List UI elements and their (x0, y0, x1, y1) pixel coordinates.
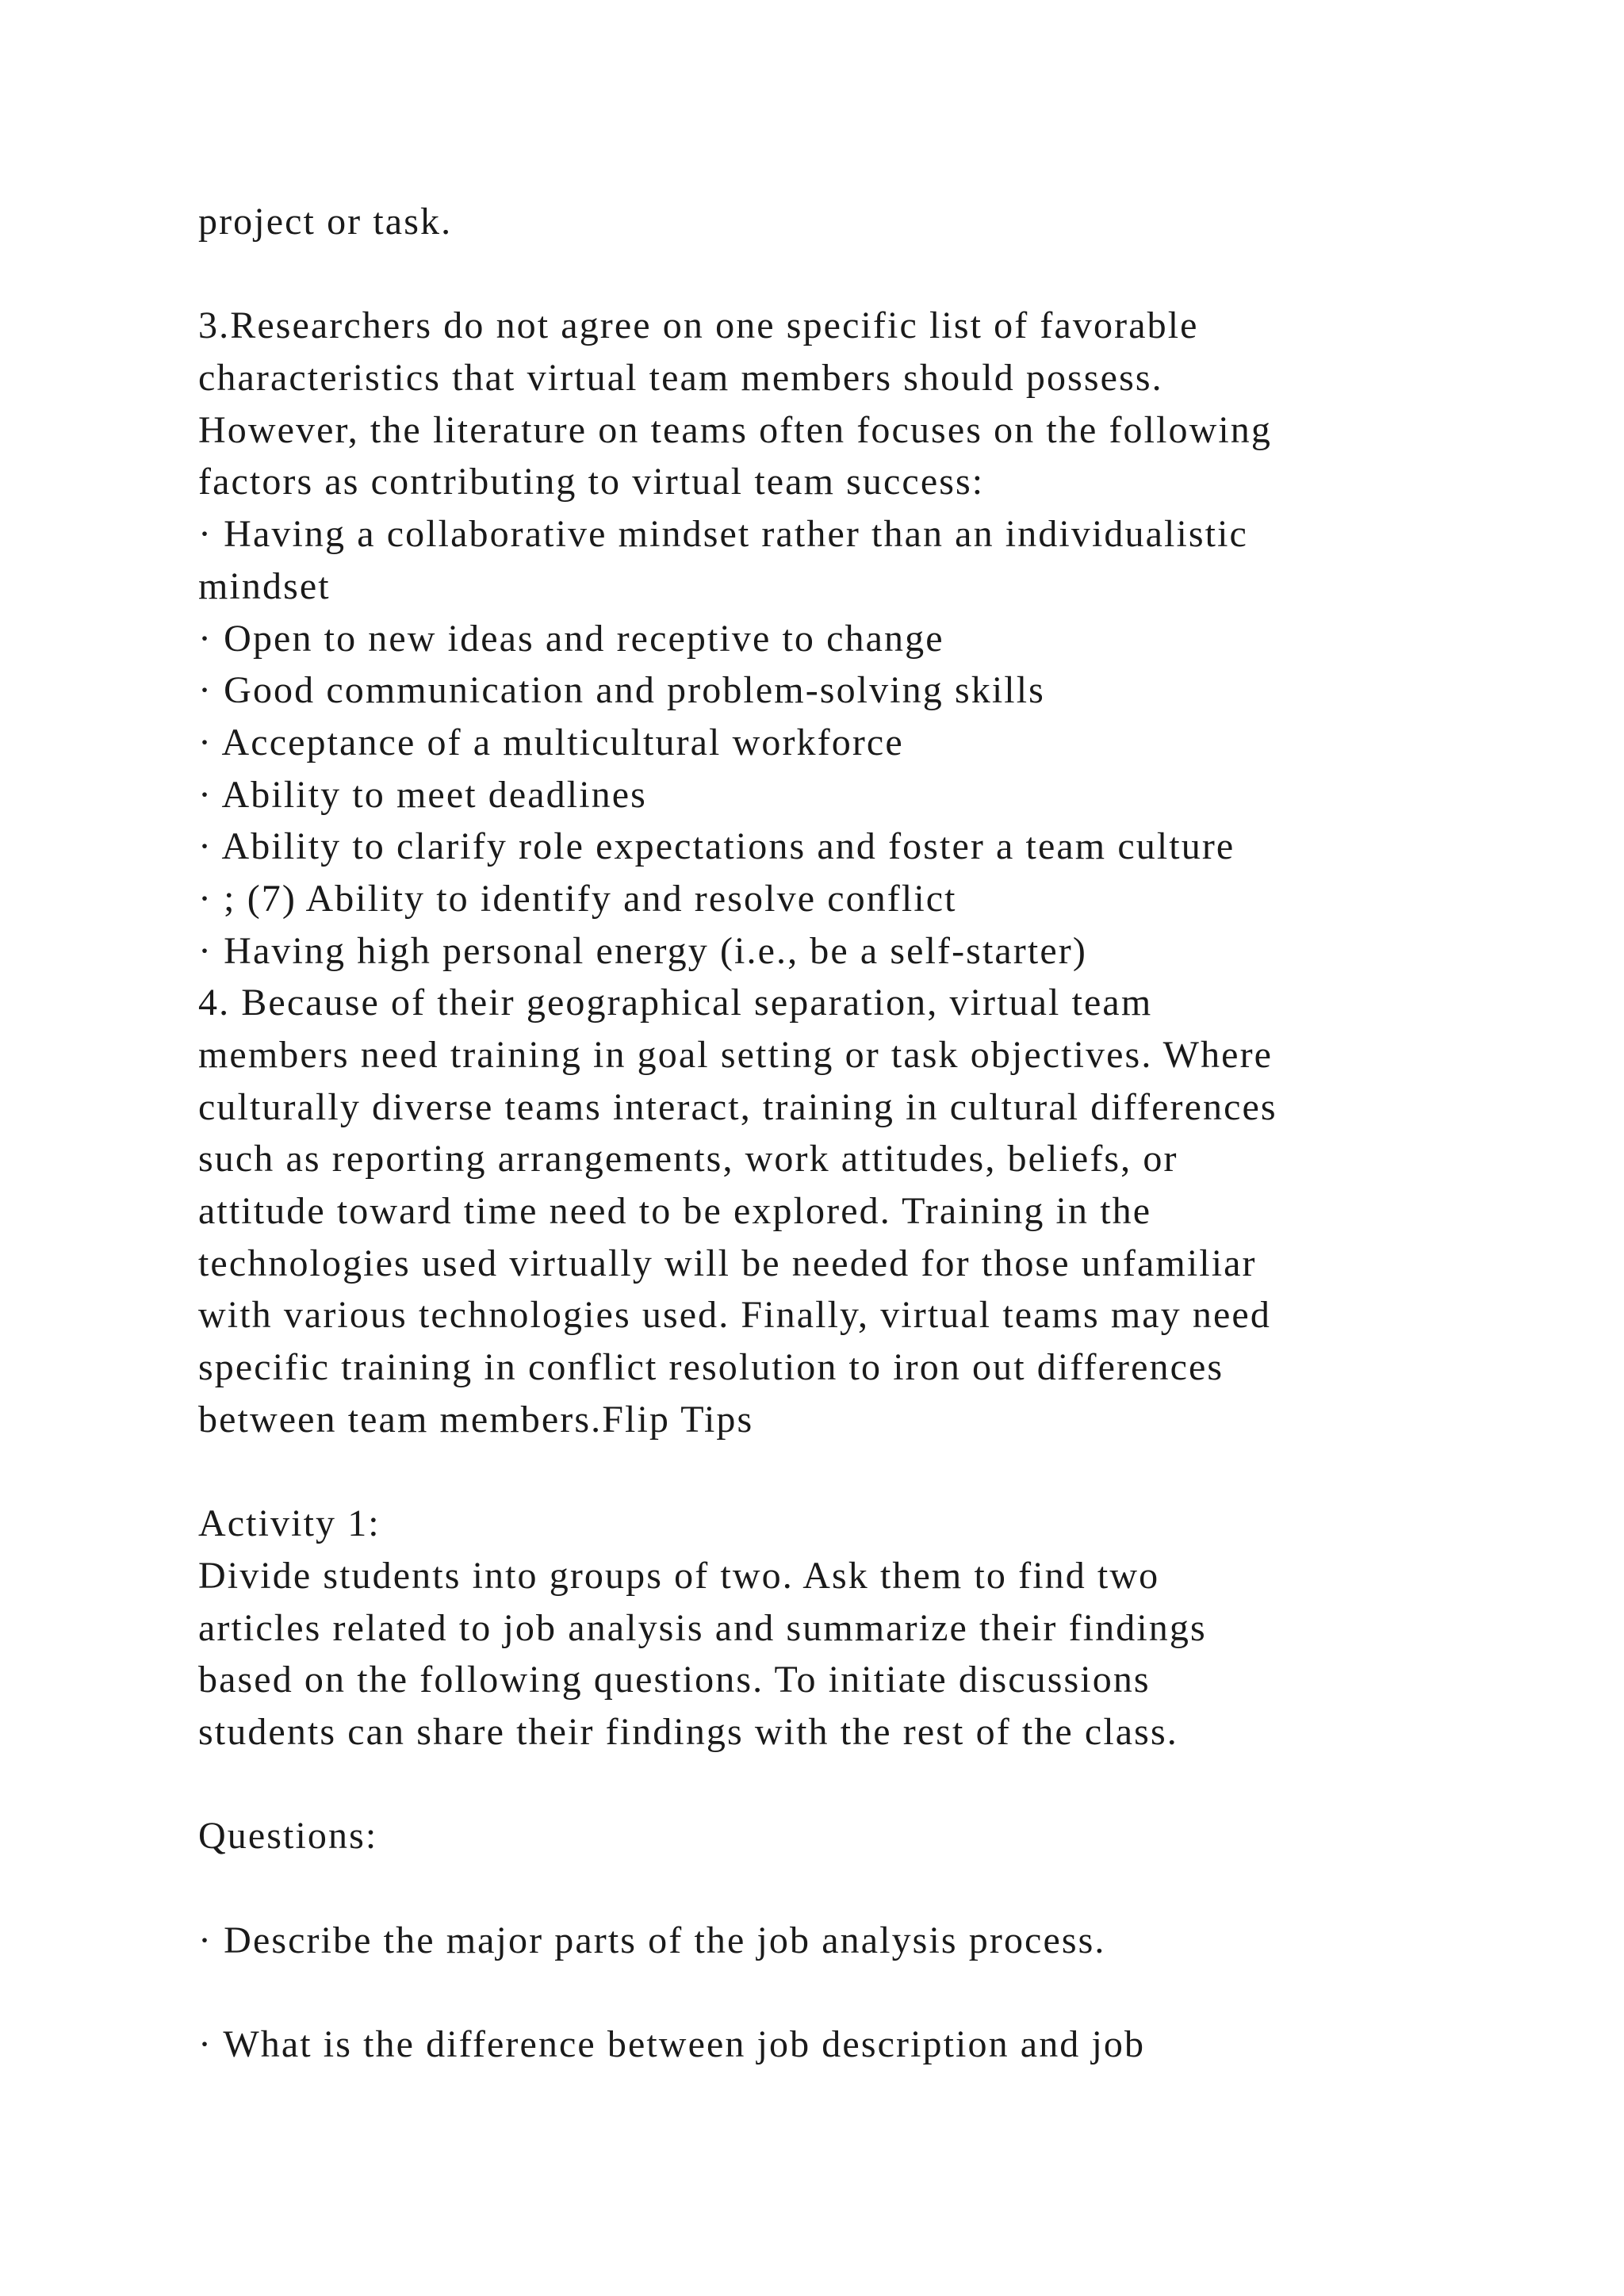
bullet-line: · Ability to clarify role expectations and foster a team culture (198, 825, 1235, 868)
text-line: with various technologies used. Finally, virtual teams may need (198, 1294, 1271, 1337)
text-line: Divide students into groups of two. Ask them to find two (198, 1554, 1160, 1597)
blank-line (198, 1446, 1507, 1498)
document-body (198, 196, 1507, 2071)
text-line: articles related to job analysis and summarize their findings (198, 1606, 1207, 1649)
bullet-line: · Describe the major parts of the job analysis process. (198, 1919, 1106, 1961)
text-line: technologies used virtually will be needed for those unfamiliar (198, 1242, 1257, 1284)
text-line: specific training in conflict resolution to iron out differences (198, 1346, 1224, 1389)
bullet-line: · Ability to meet deadlines (198, 773, 647, 816)
blank-line (198, 1862, 1507, 1915)
bullet-line: · Having high personal energy (i.e., be a self-starter) (198, 929, 1087, 972)
bullet-line: · Acceptance of a multicultural workforce (198, 721, 904, 763)
text-line: students can share their findings with the rest of the class. (198, 1710, 1178, 1753)
blank-line (198, 1966, 1507, 2019)
text-line: attitude toward time need to be explored. Training in the (198, 1190, 1152, 1233)
text-line: 3.Researchers do not agree on one specific list of favorable (198, 304, 1199, 347)
bullet-line: · ; (7) Ability to identify and resolve conflict (198, 877, 957, 920)
bullet-line: · Open to new ideas and receptive to change (198, 617, 944, 660)
bullet-line: · Good communication and problem-solving skills (198, 669, 1045, 712)
text-line: However, the literature on teams often focuses on the following (198, 408, 1273, 451)
blank-line (198, 1758, 1507, 1811)
blank-line (198, 248, 1507, 300)
text-line: between team members.Flip Tips (198, 1398, 754, 1441)
text-line: mindset (198, 564, 331, 607)
text-line: factors as contributing to virtual team success: (198, 461, 985, 503)
section-heading: Questions: (198, 1815, 378, 1858)
section-heading: Activity 1: (198, 1502, 381, 1545)
bullet-line: · Having a collaborative mindset rather than an individualistic (198, 513, 1248, 556)
text-line: members need training in goal setting or task objectives. Where (198, 1034, 1274, 1076)
text-line: such as reporting arrangements, work attitudes, beliefs, or (198, 1138, 1178, 1181)
text-line: 4. Because of their geographical separation, virtual team (198, 982, 1153, 1024)
text-line: based on the following questions. To initiate discussions (198, 1659, 1151, 1701)
text-line: project or task. (198, 201, 453, 243)
bullet-line: · What is the difference between job description and job (198, 2023, 1146, 2066)
text-line: culturally diverse teams interact, training in cultural differences (198, 1085, 1277, 1128)
text-line: characteristics that virtual team members should possess. (198, 357, 1163, 400)
